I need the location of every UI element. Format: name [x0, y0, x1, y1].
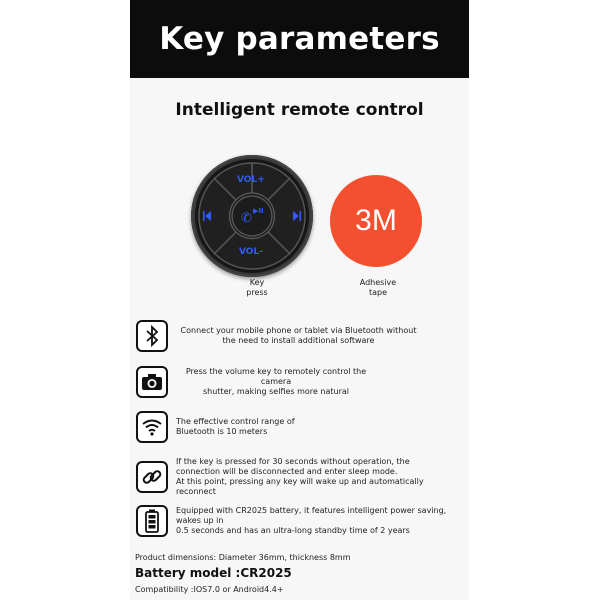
- camera-icon: [136, 366, 168, 398]
- page-title: Key parameters: [159, 21, 440, 57]
- vol-up-label: VOL+: [237, 175, 265, 185]
- feature-item: Press the volume key to remotely control the camera shutter, making selfies more natural: [136, 366, 466, 398]
- product-parameter-card: [130, 0, 469, 600]
- phone-icon: ✆: [241, 211, 252, 226]
- feature-item: If the key is pressed for 30 seconds without operation, the connection will be disconnected and enter sleep mode. At this point, pressing any key will wake up and automatically reconnect: [136, 457, 466, 497]
- remote-caption: Key press: [246, 278, 268, 297]
- header-bar: [130, 0, 469, 78]
- battery-icon: [136, 505, 168, 537]
- product-dimensions: Product dimensions: Diameter 36mm, thickness 8mm: [135, 553, 351, 562]
- tape-caption: Adhesive tape: [359, 278, 397, 297]
- remote-control-image: [191, 155, 313, 277]
- feature-item: Equipped with CR2025 battery, it features intelligent power saving, wakes up in 0.5 seconds and has an ultra-long standby time of 2 years: [136, 505, 466, 537]
- play-pause-label: ▶II: [253, 207, 264, 215]
- battery-model: Battery model :CR2025: [135, 566, 292, 580]
- section-subtitle: Intelligent remote control: [175, 100, 424, 120]
- feature-item: The effective control range of Bluetooth is 10 meters: [136, 411, 466, 443]
- compatibility: Compatibility :IOS7.0 or Android4.4+: [135, 585, 284, 594]
- wifi-icon: [136, 411, 168, 443]
- vol-down-label: VOL-: [239, 247, 263, 257]
- tape-label: 3M: [355, 204, 397, 237]
- feature-item: Connect your mobile phone or tablet via Bluetooth without the need to install additional software: [136, 320, 466, 352]
- adhesive-tape-image: [330, 175, 422, 267]
- bluetooth-icon: [136, 320, 168, 352]
- link-icon: [136, 461, 168, 493]
